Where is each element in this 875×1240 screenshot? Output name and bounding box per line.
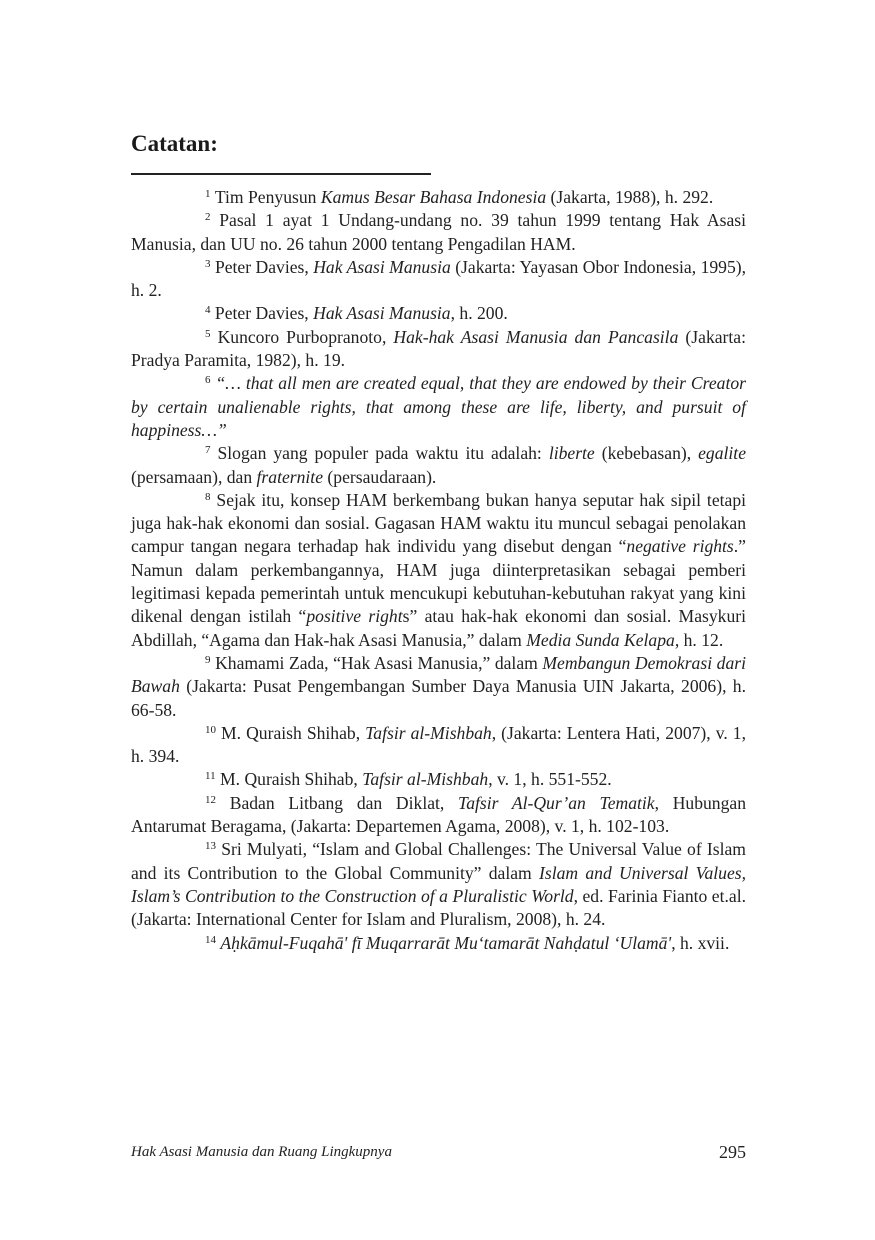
footnote-text: Khamami Zada, “Hak Asasi Manusia,” dalam (215, 652, 543, 673)
footnote-number: 2 (205, 211, 211, 224)
footnote-italic-text: liberte (548, 443, 595, 464)
footnote-7 (131, 442, 746, 489)
footnote-text: (persaudaraan). (323, 466, 437, 487)
footnote-1 (131, 186, 746, 209)
footnote-text: M. Quraish Shihab, (220, 769, 363, 790)
footnote-text: , ed. Farinia Fianto et.al. (Jakarta: International Center for Islam and Pluralism, 2008), h. 24. (131, 885, 746, 930)
footnote-2 (131, 209, 746, 256)
footnote-number: 11 (205, 770, 216, 783)
footnote-italic-text: egalite (698, 443, 747, 464)
footnote-number: 10 (205, 723, 216, 736)
footnote-text: M. Quraish Shihab, (221, 722, 366, 743)
footnote-text: (Jakarta: Pradya Paramita, 1982), h. 19. (131, 326, 746, 371)
footnote-8 (131, 489, 746, 652)
page-number: 295 (719, 1142, 746, 1162)
footnote-text: (Jakarta: Pusat Pengembangan Sumber Daya Manusia UIN Jakarta, 2006), h. 66-58. (131, 676, 746, 720)
footnote-number: 6 (205, 374, 211, 387)
footnote-text: , h. xvii. (671, 932, 730, 953)
footnote-text: Kuncoro Purbopranoto, (217, 326, 394, 347)
footnote-12 (131, 792, 746, 839)
footnote-italic-text: Tafsir al-Mishbah (362, 769, 489, 790)
footnote-text: , (Jakarta: Lentera Hati, 2007), v. 1, h. 394. (131, 722, 746, 767)
footnote-number: 1 (205, 188, 211, 200)
footnote-text: Sri Mulyati, “Islam and Global Challenges: The Universal Value of Islam and its Contribution to the Global Community” dalam (131, 839, 746, 883)
footnote-11 (131, 768, 746, 791)
footnote-italic-text: Aḥkāmul-Fuqahā' fī Muqarrarāt Mu‘tamarāt Nahḍatul ‘Ulamā' (220, 932, 672, 953)
footnote-text: Peter Davies, (214, 256, 314, 277)
footnote-number: 13 (205, 840, 216, 853)
footnote-italic-text: fraternite (256, 466, 324, 487)
footnote-text: , h. 200. (450, 303, 508, 324)
footnote-5 (131, 326, 746, 373)
footnote-text: , v. 1, h. 551-552. (488, 769, 612, 790)
footnote-13 (131, 838, 746, 931)
footnote-text: Pasal 1 ayat 1 Undang-undang no. 39 tahun 1999 tentang Hak Asasi Manusia, dan UU no. 26 tahun 2000 tentang Pengadilan HAM. (131, 210, 747, 254)
footnote-italic-text: Tafsir al-Mishbah (365, 722, 492, 743)
footnote-text: (Jakarta: Yayasan Obor Indonesia, 1995), h. 2. (131, 256, 747, 301)
footnote-italic-text: negative rights (626, 536, 734, 557)
footnote-italic-text: Hak Asasi Manusia (313, 256, 451, 277)
footnote-italic-text: Kamus Besar Bahasa Indonesia (320, 187, 547, 207)
footnote-text: Slogan yang populer pada waktu itu adalah: (217, 443, 549, 464)
footnote-text: , Hubungan Antarumat Beragama, (Jakarta: Departemen Agama, 2008), v. 1, h. 102-103. (131, 792, 747, 837)
running-footer-title: Hak Asasi Manusia dan Ruang Lingkupnya (131, 1144, 392, 1160)
footnote-number: 9 (205, 653, 211, 666)
footnote-number: 8 (205, 490, 211, 503)
footnote-text: Tim Penyusun (214, 187, 321, 207)
footnote-number: 4 (205, 304, 211, 317)
footnote-italic-text: Hak-hak Asasi Manusia dan Pancasila (393, 326, 679, 347)
footnote-text: , h. 12. (674, 629, 724, 650)
footnote-italic-text: Tafsir Al-Qur’an Tematik (458, 792, 655, 813)
footnote-text: .” Namun dalam perkembangannya, HAM juga diinterpretasikan sebagai pemberi legitimasi kepada pemerintah untuk mencukupi kebutuhan-kebutuhan rakyat yang kini dikenal dengan istilah “ (131, 536, 746, 627)
footnote-number: 3 (205, 257, 211, 270)
footnote-italic-text: Islam and Universal Values, Islam’s Contribution to the Construction of a Pluralistic World (131, 862, 746, 906)
footnote-number: 7 (205, 444, 211, 457)
footnote-text: Peter Davies, (214, 303, 314, 324)
footnote-3 (131, 256, 746, 303)
footnote-number: 12 (205, 793, 216, 806)
footnote-number: 14 (205, 933, 216, 946)
footnote-14 (131, 932, 746, 955)
footnote-italic-text: Media Sunda Kelapa (526, 629, 675, 650)
footnotes-list (131, 186, 746, 955)
footnote-italic-text: Membangun Demokrasi dari Bawah (131, 652, 746, 697)
footnote-9 (131, 652, 746, 722)
footnote-separator-rule (131, 173, 431, 175)
footnote-italic-text: positive right (306, 606, 403, 627)
footnote-4 (131, 302, 746, 325)
footnote-text: Badan Litbang dan Diklat, (229, 792, 459, 813)
footnote-text: (persamaan), dan (131, 466, 257, 487)
footnote-10 (131, 722, 746, 769)
footnote-text: (Jakarta, 1988), h. 292. (546, 187, 714, 207)
footnote-6 (131, 372, 746, 442)
footnote-italic-text: Hak Asasi Manusia (313, 303, 451, 324)
footnote-italic-text: “… that all men are created equal, that they are endowed by their Creator by certain unalienable rights, that among these are life, liberty, and pursuit of happiness…” (131, 373, 746, 440)
footnote-text: s” atau hak-hak ekonomi dan sosial. Masykuri Abdillah, “Agama dan Hak-hak Asasi Manusia,” dalam (131, 606, 746, 650)
footnote-text: Sejak itu, konsep HAM berkembang bukan hanya seputar hak sipil tetapi juga hak-hak ekonomi dan sosial. Gagasan HAM waktu itu muncul sebagai penolakan campur tangan negara terhadap hak individu yang disebut dengan “ (131, 489, 747, 557)
footnote-text: (kebebasan), (594, 443, 699, 464)
footnote-number: 5 (205, 327, 211, 340)
page-heading: Catatan: (131, 131, 218, 156)
